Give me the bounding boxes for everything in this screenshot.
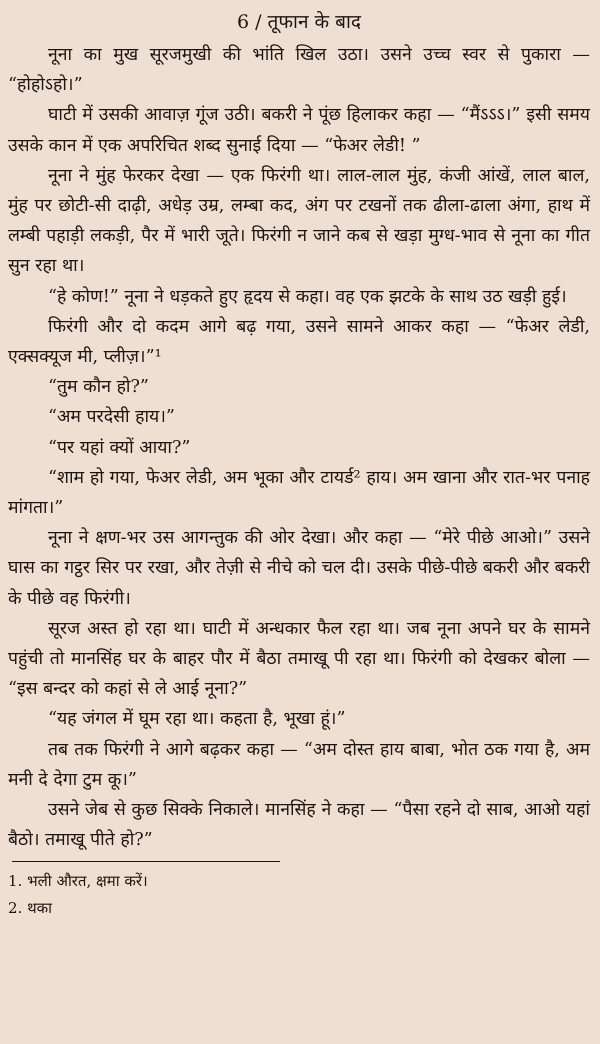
footnote: 1. भली औरत, क्षमा करें। [8,872,148,891]
paragraph: फिरंगी और दो कदम आगे बढ़ गया, उसने सामने आकर कहा — “फेअर लेडी, एक्सक्यूज मी, प्लीज़।”¹ [8,316,590,368]
paragraph: “शाम हो गया, फेअर लेडी, अम भूका और टायर्ड² हाय। अम खाना और रात-भर पनाह मांगता।” [8,467,590,519]
footnote: 2. थका [8,899,53,918]
running-title: तूफान के बाद [267,11,362,33]
page-number: 6 [236,11,250,33]
paragraph: “पर यहां क्यों आया?” [48,437,191,458]
paragraph: “यह जंगल में घूम रहा था। कहता है, भूखा हूं।” [48,709,346,730]
body-text [8,40,590,855]
paragraph: नूना ने मुंह फेरकर देखा — एक फिरंगी था। लाल-लाल मुंह, कंजी आंखें, लाल बाल, मुंह पर छोटी-सी दाढ़ी, अधेड़ उम्र, लम्बा कद, अंग पर टखनों तक ढीला-ढाला अंगा, हाथ में लम्बी पहाड़ी लकड़ी, पैर में भारी जूते। फिरंगी न जाने कब से खड़ा मुग्ध-भाव से नूना का गीत सुन रहा था। [8,165,590,277]
footnotes [8,868,590,922]
footnote-divider [12,861,280,862]
paragraph: “हे कोण!” नूना ने धड़कते हुए हृदय से कहा। वह एक झटके के साथ उठ खड़ी हुई। [48,286,567,307]
paragraph: तब तक फिरंगी ने आगे बढ़कर कहा — “अम दोस्त हाय बाबा, भोत ठक गया है, अम मनी दे देगा टुम कू।” [8,739,590,790]
paragraph: नूना का मुख सूरजमुखी की भांति खिल उठा। उसने उच्च स्वर से पुकारा — “होहोऽहो।” [8,45,590,96]
paragraph: सूरज अस्त हो रहा था। घाटी में अन्धकार फैल रहा था। जब नूना अपने घर के सामने पहुंची तो मानसिंह घर के बाहर पौर में बैठा तमाखू पी रहा था। फिरंगी को देखकर बोला — “इस बन्दर को कहां से ले आई नूना?” [8,618,590,700]
paragraph: घाटी में उसकी आवाज़ गूंज उठी। बकरी ने पूंछ हिलाकर कहा — “मैंऽऽऽ।” इसी समय उसके कान में एक अपरिचित शब्द सुनाई दिया — “फेअर लेडी! ” [8,105,590,156]
header-separator: / [255,11,262,33]
paragraph: उसने जेब से कुछ सिक्के निकाले। मानसिंह ने कहा — “पैसा रहने दो साब, आओ यहां बैठो। तमाखू पीते हो?” [8,800,590,851]
paragraph: “अम परदेसी हाय।” [48,407,175,428]
page-header [8,10,590,34]
paragraph: नूना ने क्षण-भर उस आगन्तुक की ओर देखा। और कहा — “मेरे पीछे आओ।” उसने घास का गट्ठर सिर पर रखा, और तेज़ी से नीचे को चल दी। उसके पीछे-पीछे बकरी और बकरी के पीछे वह फिरंगी। [8,528,590,609]
paragraph: “तुम कौन हो?” [48,377,149,398]
